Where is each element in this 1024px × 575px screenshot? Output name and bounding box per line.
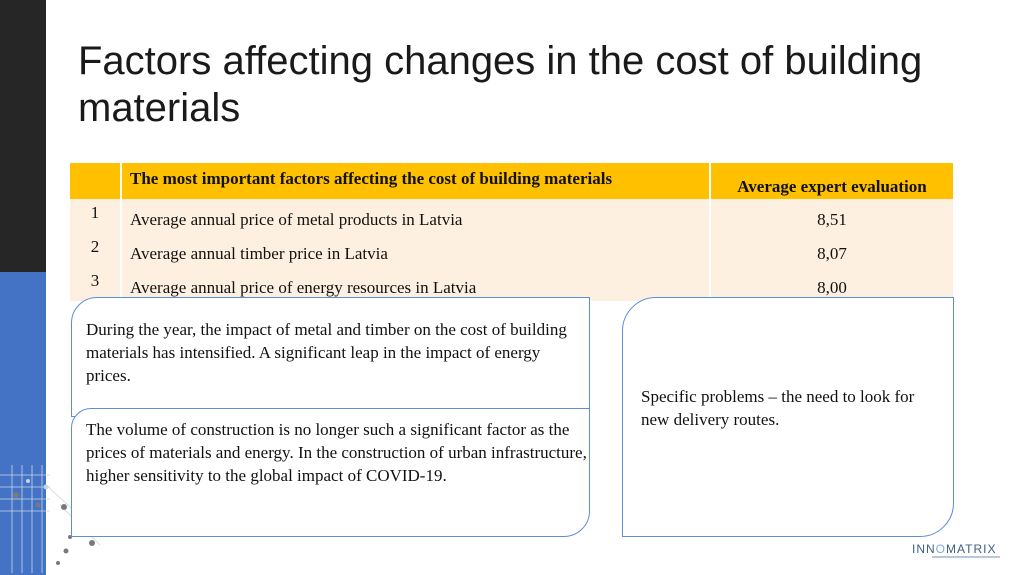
row-factor: Average annual price of energy resources in Latvia	[121, 267, 710, 301]
logo-wordmark: INNOMATRIX	[912, 542, 997, 556]
row-number: 2	[70, 233, 121, 267]
header-number	[70, 163, 121, 199]
table-header-row	[70, 163, 953, 199]
page-title: Factors affecting changes in the cost of building materials	[78, 39, 923, 130]
row-evaluation: 8,51	[710, 199, 953, 233]
note-construction-volume: The volume of construction is no longer such a significant factor as the prices of materials and energy. In the construction of urban infrastructure, higher sensitivity to the global impact of COVID-19.	[71, 408, 590, 537]
row-number: 1	[70, 199, 121, 233]
logo-tagline-line	[932, 556, 1000, 558]
row-evaluation: 8,07	[710, 233, 953, 267]
header-factor: The most important factors affecting the cost of building materials	[121, 163, 710, 199]
note-metal-timber: During the year, the impact of metal and timber on the cost of building materials has intensified. A significant leap in the impact of energy prices.	[71, 297, 590, 417]
row-number: 3	[70, 267, 121, 301]
table-row	[70, 267, 953, 301]
row-factor: Average annual timber price in Latvia	[121, 233, 710, 267]
factors-table	[70, 163, 953, 301]
row-evaluation: 8,00	[710, 267, 953, 301]
row-factor: Average annual price of metal products in Latvia	[121, 199, 710, 233]
table-row	[70, 233, 953, 267]
table-row	[70, 199, 953, 233]
innomatrix-logo	[912, 542, 1002, 562]
sidebar-dark-band	[0, 0, 46, 272]
header-evaluation: Average expert evaluation	[710, 163, 953, 199]
note-specific-problems: Specific problems – the need to look for new delivery routes.	[622, 297, 954, 537]
